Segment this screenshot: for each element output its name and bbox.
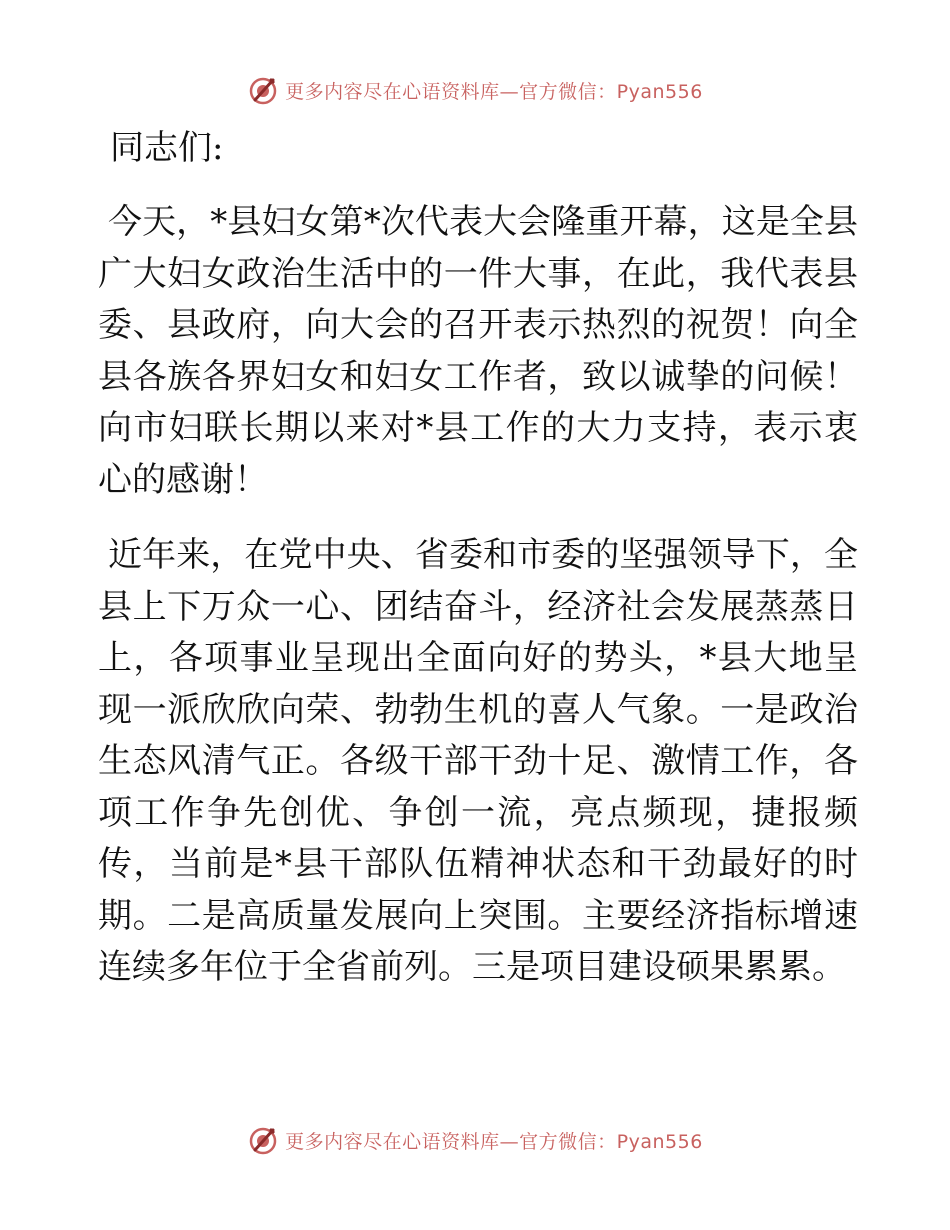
watermark-contact: 官方微信：Pyan556 <box>519 80 703 103</box>
document-body <box>98 123 858 1018</box>
watermark-brand: 更多内容尽在心语资料库 <box>285 1130 500 1153</box>
pen-in-circle-icon <box>247 74 279 106</box>
header-watermark <box>0 70 950 110</box>
watermark-contact: 官方微信：Pyan556 <box>519 1130 703 1153</box>
pen-in-circle-icon <box>247 1124 279 1156</box>
greeting: 同志们: <box>110 128 224 168</box>
paragraph-2: 近年来，在党中央、省委和市委的坚强领导下，全县上下万众一心、团结奋斗，经济社会发展蒸蒸日上，各项事业呈现出全面向好的势头，*县大地呈现一派欣欣向荣、勃勃生机的喜人气象。一是政治生态风清气正。各级干部干劲十足、激情工作，各项工作争先创优、争创一流，亮点频现，捷报频传，当前是*县干部队伍精神状态和干劲最好的时期。二是高质量发展向上突围。主要经济指标增速连续多年位于全省前列。三是项目建设硕果累累。 <box>98 535 858 987</box>
footer-watermark <box>0 1120 950 1160</box>
watermark-text <box>285 1127 703 1154</box>
watermark-brand: 更多内容尽在心语资料库 <box>285 80 500 103</box>
watermark-text <box>285 77 703 104</box>
watermark-separator: — <box>499 1130 520 1153</box>
watermark-separator: — <box>499 80 520 103</box>
paragraph-1: 今天，*县妇女第*次代表大会隆重开幕，这是全县广大妇女政治生活中的一件大事，在此，我代表县委、县政府，向大会的召开表示热烈的祝贺！向全县各族各界妇女和妇女工作者，致以诚挚的问候！向市妇联长期以来对*县工作的大力支持，表示衷心的感谢！ <box>98 202 858 500</box>
